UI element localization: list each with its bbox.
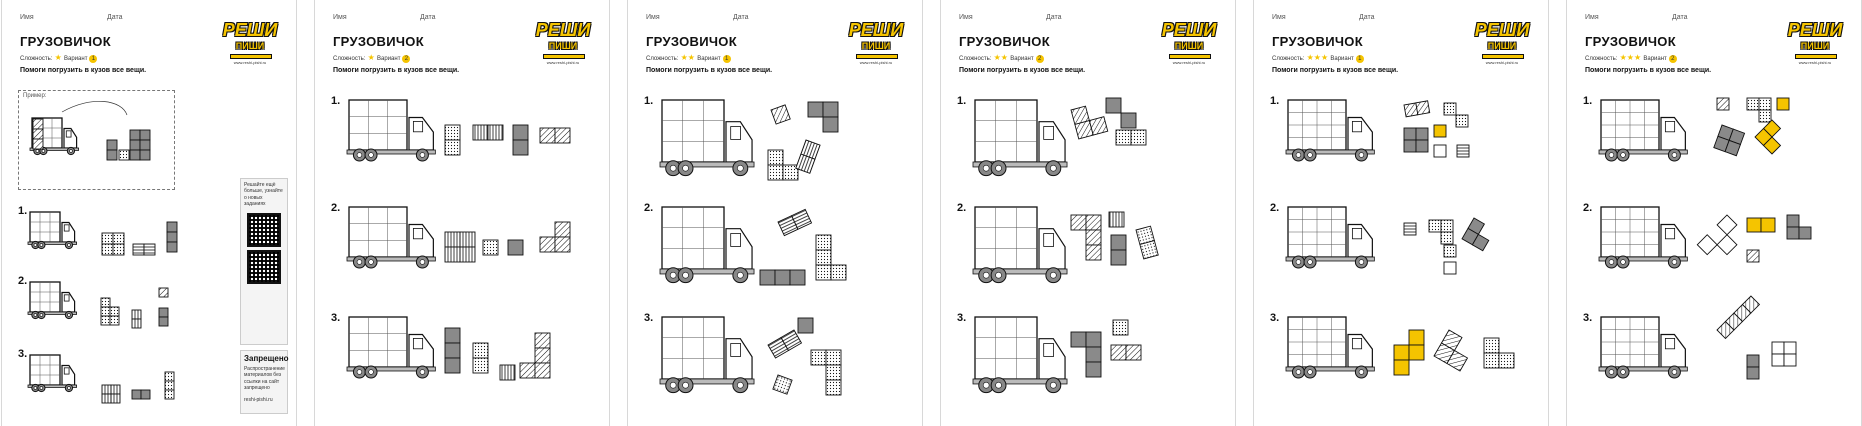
promo-text: Решайте ещё больше, узнайте о новых заданиях: [244, 182, 283, 207]
worksheet-page: [1566, 0, 1862, 426]
instruction-text: Помоги погрузить в кузов все вещи.: [1585, 67, 1712, 74]
name-field-label: Имя: [20, 14, 34, 21]
cargo-piece: [1429, 220, 1453, 244]
logo-sub: ПИШИ: [235, 41, 265, 51]
cargo-piece: [1111, 235, 1126, 265]
cargo-piece: [1111, 345, 1141, 360]
logo-word: РЕШИ: [1787, 20, 1843, 40]
cargo-piece: [445, 232, 475, 262]
cargo-piece: [778, 209, 812, 235]
truck: [1286, 317, 1374, 378]
difficulty-label: Сложность:: [646, 56, 679, 62]
cargo-piece: [1071, 102, 1108, 139]
cargo-piece: [1434, 145, 1446, 157]
logo-sub: ПИШИ: [1800, 41, 1830, 51]
cargo-piece: [816, 235, 846, 280]
cargo-piece: [107, 140, 117, 160]
variant-number: 1: [1356, 55, 1364, 63]
cargo-piece: [811, 350, 841, 395]
cargo-piece: [119, 150, 129, 160]
variant-label: Вариант: [377, 56, 401, 62]
instruction-text: Помоги погрузить в кузов все вещи.: [646, 67, 773, 74]
cargo-piece: [1404, 128, 1428, 152]
logo-word: РЕШИ: [1161, 20, 1217, 40]
cargo-piece: [1457, 145, 1469, 157]
cargo-piece: [1717, 296, 1759, 338]
worksheet-page: [1253, 0, 1549, 426]
instruction-text: Помоги погрузить в кузов все вещи.: [333, 67, 460, 74]
truck: [660, 100, 754, 176]
task-number: 3.: [644, 312, 654, 324]
logo-sub: ПИШИ: [861, 41, 891, 51]
cargo-piece: [1109, 212, 1124, 227]
cargo-piece: [540, 222, 570, 252]
logo-site: www.reshi-pishi.ru: [546, 60, 580, 65]
task-number: 2.: [1270, 202, 1280, 214]
cargo-piece: [1434, 125, 1446, 137]
task-number: 1.: [1270, 95, 1280, 107]
truck: [28, 282, 77, 319]
cargo-piece: [102, 385, 120, 403]
variant-label: Вариант: [1643, 56, 1667, 62]
cargo-piece: [473, 125, 503, 140]
cargo-piece: [167, 222, 177, 252]
truck: [1286, 207, 1374, 268]
cargo-piece: [165, 372, 174, 399]
logo-sub: ПИШИ: [548, 41, 578, 51]
variant-number: 1: [723, 55, 731, 63]
cargo-piece: [1484, 338, 1514, 368]
cargo-piece: [483, 240, 498, 255]
star-icon: ★★★: [1304, 53, 1331, 62]
cargo-piece: [1106, 98, 1136, 128]
cargo-piece: [771, 105, 790, 124]
cargo-piece: [1136, 226, 1158, 259]
logo-site: www.reshi-pishi.ru: [1798, 60, 1832, 65]
cargo-piece: [1116, 130, 1146, 145]
cargo-piece: [1777, 98, 1789, 110]
star-icon: ★: [52, 53, 65, 62]
page-title: ГРУЗОВИЧОК: [333, 34, 424, 49]
page-title: ГРУЗОВИЧОК: [20, 34, 111, 49]
name-field-label: Имя: [1585, 14, 1599, 21]
copyright-notice: Распространение материалов без ссылки на сайт запрещено: [244, 366, 285, 391]
cargo-piece: [796, 140, 820, 173]
instruction-text: Помоги погрузить в кузов все вещи.: [20, 67, 147, 74]
task-number: 1.: [331, 95, 341, 107]
difficulty-label: Сложность:: [333, 56, 366, 62]
cargo-piece: [1434, 330, 1475, 371]
date-field-label: Дата: [420, 14, 436, 21]
puzzle-illustration: [2, 0, 298, 426]
cargo-piece: [1444, 262, 1456, 274]
example-label: Пример:: [23, 93, 47, 99]
cargo-piece: [1717, 98, 1729, 110]
cargo-piece: [159, 288, 168, 297]
instruction-text: Помоги погрузить в кузов все вещи.: [959, 67, 1086, 74]
worksheet-page: [940, 0, 1236, 426]
cargo-piece: [508, 240, 523, 255]
logo-site: www.reshi-pishi.ru: [1172, 60, 1206, 65]
task-number: 3.: [18, 348, 28, 360]
cargo-piece: [1697, 215, 1746, 264]
truck: [347, 317, 435, 378]
date-field-label: Дата: [107, 14, 123, 21]
cargo-piece: [1787, 215, 1811, 239]
cargo-piece: [500, 365, 515, 380]
truck: [347, 207, 435, 268]
truck: [347, 100, 435, 161]
task-number: 1.: [644, 95, 654, 107]
page-title: ГРУЗОВИЧОК: [1585, 34, 1676, 49]
cargo-piece: [1755, 120, 1789, 154]
puzzle-illustration: [941, 0, 1237, 426]
star-icon: ★★★: [1617, 53, 1644, 62]
puzzle-illustration: [628, 0, 924, 426]
cargo-piece: [1462, 218, 1495, 251]
task-number: 1.: [957, 95, 967, 107]
cargo-piece: [1444, 103, 1468, 127]
truck: [1599, 207, 1687, 268]
truck: [660, 207, 754, 283]
logo-sub: ПИШИ: [1174, 41, 1204, 51]
logo-word: РЕШИ: [848, 20, 904, 40]
cargo-piece: [520, 333, 550, 378]
variant-number: 1: [89, 55, 97, 63]
cargo-piece: [1404, 223, 1416, 235]
copyright-heading: Запрещено: [244, 354, 289, 363]
truck: [973, 100, 1067, 176]
cargo-piece: [1071, 332, 1101, 377]
name-field-label: Имя: [959, 14, 973, 21]
cargo-piece: [445, 125, 460, 155]
date-field-label: Дата: [1672, 14, 1688, 21]
cargo-piece: [102, 233, 124, 255]
cargo-piece: [159, 308, 168, 326]
cargo-piece: [513, 125, 528, 155]
variant-label: Вариант: [697, 56, 721, 62]
variant-label: Вариант: [1330, 56, 1354, 62]
cargo-piece: [760, 270, 805, 285]
variant-label: Вариант: [1010, 56, 1034, 62]
date-field-label: Дата: [733, 14, 749, 21]
task-number: 3.: [1583, 312, 1593, 324]
truck: [973, 207, 1067, 283]
puzzle-illustration: [1567, 0, 1862, 426]
cargo-piece: [798, 318, 813, 333]
cargo-piece: [130, 130, 150, 160]
task-number: 2.: [1583, 202, 1593, 214]
cargo-piece: [1772, 342, 1796, 366]
cargo-piece: [768, 150, 798, 180]
puzzle-illustration: [1254, 0, 1550, 426]
difficulty-label: Сложность:: [20, 56, 53, 62]
cargo-piece: [1714, 125, 1745, 156]
cargo-piece: [1747, 98, 1771, 122]
truck: [660, 317, 754, 393]
task-number: 3.: [1270, 312, 1280, 324]
cargo-piece: [773, 375, 792, 394]
logo-word: РЕШИ: [535, 20, 591, 40]
cargo-piece: [1394, 330, 1424, 375]
cargo-piece: [808, 102, 838, 132]
cargo-piece: [1747, 218, 1775, 232]
truck: [1286, 100, 1374, 161]
star-icon: ★★: [678, 53, 698, 62]
task-number: 1.: [1583, 95, 1593, 107]
cargo-piece: [768, 330, 801, 358]
copyright-footer: reshi-pishi.ru: [244, 397, 273, 403]
cargo-piece: [473, 343, 488, 373]
page-title: ГРУЗОВИЧОК: [1272, 34, 1363, 49]
task-number: 2.: [18, 275, 28, 287]
logo-sub: ПИШИ: [1487, 41, 1517, 51]
page-title: ГРУЗОВИЧОК: [646, 34, 737, 49]
cargo-piece: [1747, 355, 1759, 379]
task-number: 2.: [331, 202, 341, 214]
truck: [28, 355, 77, 392]
task-number: 1.: [18, 205, 28, 217]
cargo-piece: [1071, 215, 1101, 260]
logo-site: www.reshi-pishi.ru: [1485, 60, 1519, 65]
instruction-text: Помоги погрузить в кузов все вещи.: [1272, 67, 1399, 74]
difficulty-label: Сложность:: [1272, 56, 1305, 62]
example-arrow: [62, 101, 127, 115]
cargo-piece: [101, 298, 119, 325]
cargo-piece: [1113, 320, 1128, 335]
worksheet-page: [314, 0, 610, 426]
cargo-piece: [540, 128, 570, 143]
truck: [973, 317, 1067, 393]
variant-number: 2: [1669, 55, 1677, 63]
variant-number: 2: [1036, 55, 1044, 63]
cargo-piece: [133, 244, 155, 255]
logo-word: РЕШИ: [1474, 20, 1530, 40]
worksheet-page: [627, 0, 923, 426]
difficulty-label: Сложность:: [1585, 56, 1618, 62]
cargo-piece: [132, 310, 141, 328]
truck: [1599, 100, 1687, 161]
worksheet-page: [1, 0, 297, 426]
name-field-label: Имя: [646, 14, 660, 21]
page-title: ГРУЗОВИЧОК: [959, 34, 1050, 49]
difficulty-label: Сложность:: [959, 56, 992, 62]
task-number: 2.: [644, 202, 654, 214]
name-field-label: Имя: [333, 14, 347, 21]
truck: [28, 212, 77, 249]
cargo-piece: [132, 390, 150, 399]
logo-site: www.reshi-pishi.ru: [233, 60, 267, 65]
star-icon: ★★: [991, 53, 1011, 62]
cargo-piece: [1444, 245, 1456, 257]
cargo-piece: [33, 119, 43, 149]
cargo-piece: [445, 328, 460, 373]
task-number: 3.: [957, 312, 967, 324]
date-field-label: Дата: [1359, 14, 1375, 21]
task-number: 2.: [957, 202, 967, 214]
logo-word: РЕШИ: [222, 20, 278, 40]
variant-number: 2: [402, 55, 410, 63]
task-number: 3.: [331, 312, 341, 324]
variant-label: Вариант: [64, 56, 88, 62]
logo-site: www.reshi-pishi.ru: [859, 60, 893, 65]
name-field-label: Имя: [1272, 14, 1286, 21]
date-field-label: Дата: [1046, 14, 1062, 21]
cargo-piece: [1747, 250, 1759, 262]
star-icon: ★: [365, 53, 378, 62]
truck: [1599, 317, 1687, 378]
cargo-piece: [1404, 101, 1430, 117]
puzzle-illustration: [315, 0, 611, 426]
